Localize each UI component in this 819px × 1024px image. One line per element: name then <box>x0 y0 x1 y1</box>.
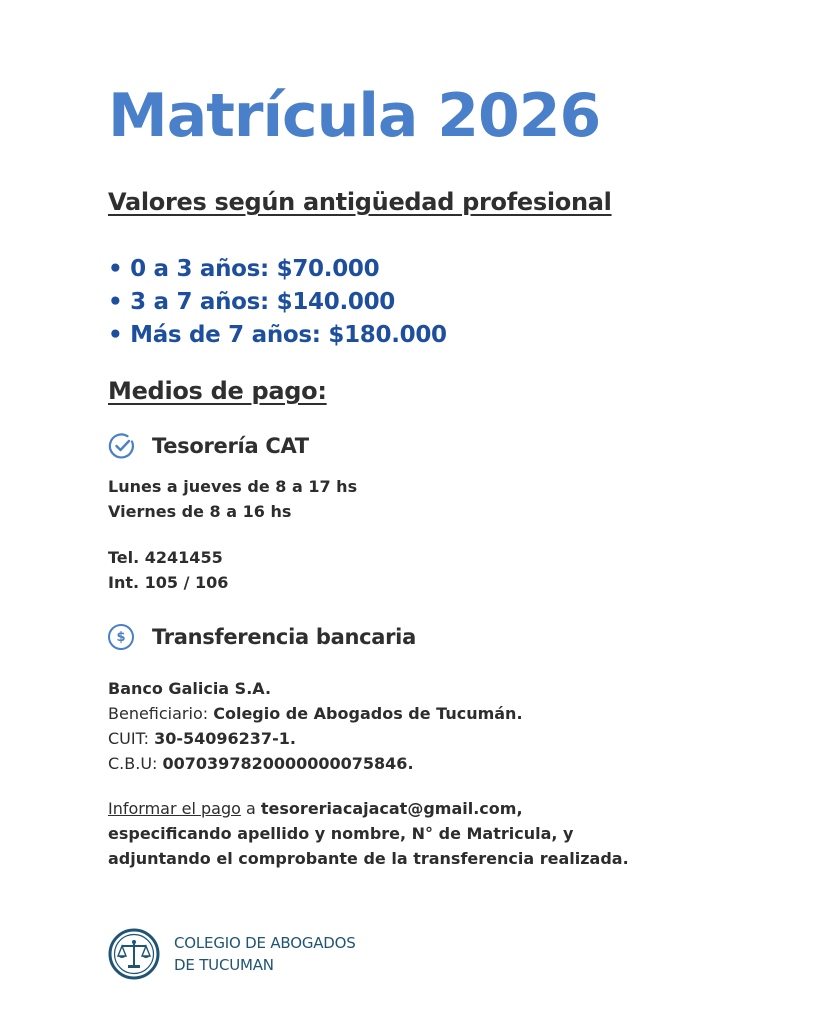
cbu-row <box>108 751 523 776</box>
inform-payment <box>108 796 728 871</box>
logo-line-2: DE TUCUMAN <box>174 956 274 974</box>
bank-details <box>108 676 523 776</box>
tesoreria-header <box>108 432 309 460</box>
beneficiario-value: Colegio de Abogados de Tucumán. <box>213 704 523 723</box>
hours-weekdays: Lunes a jueves de 8 a 17 hs <box>108 477 358 496</box>
price-item: • 0 a 3 años: $70.000 <box>108 256 380 282</box>
medios-heading: Medios de pago: <box>108 377 327 405</box>
inform-link[interactable]: Informar el pago <box>108 799 241 818</box>
tesoreria-hours <box>108 474 357 524</box>
cuit-value: 30-54096237-1. <box>154 729 296 748</box>
cbu-value: 0070397820000000075846. <box>162 754 414 773</box>
footer-logo <box>108 928 356 980</box>
phone-number: Tel. 4241455 <box>108 548 223 567</box>
tesoreria-title: Tesorería CAT <box>152 434 309 458</box>
tesoreria-phone <box>108 545 228 595</box>
valores-heading: Valores según antigüedad profesional <box>108 188 612 216</box>
inform-line-2: especificando apellido y nombre, N° de Matricula, y <box>108 824 574 843</box>
cuit-label: CUIT: <box>108 729 155 748</box>
transferencia-header <box>108 624 416 650</box>
bank-name: Banco Galicia S.A. <box>108 679 272 698</box>
phone-extensions: Int. 105 / 106 <box>108 573 229 592</box>
inform-line-1 <box>108 796 728 821</box>
page-title: Matrícula 2026 <box>108 81 601 151</box>
price-item: • Más de 7 años: $180.000 <box>108 322 447 348</box>
cbu-label: C.B.U: <box>108 754 163 773</box>
price-item: • 3 a 7 años: $140.000 <box>108 289 396 315</box>
logo-text <box>174 932 356 976</box>
cuit-row <box>108 726 523 751</box>
beneficiario-label: Beneficiario: <box>108 704 214 723</box>
inform-line-3: adjuntando el comprobante de la transferencia realizada. <box>108 849 629 868</box>
inform-email: tesoreriacajacat@gmail.com, <box>260 799 523 818</box>
transferencia-title: Transferencia bancaria <box>152 625 416 649</box>
hours-friday: Viernes de 8 a 16 hs <box>108 502 292 521</box>
dollar-circle-icon: $ <box>108 624 134 650</box>
inform-connector: a <box>240 799 261 818</box>
check-circle-icon <box>108 432 136 460</box>
scales-of-justice-icon <box>108 928 160 980</box>
price-list <box>108 253 447 352</box>
logo-line-1: COLEGIO DE ABOGADOS <box>174 934 356 952</box>
beneficiario-row <box>108 701 523 726</box>
